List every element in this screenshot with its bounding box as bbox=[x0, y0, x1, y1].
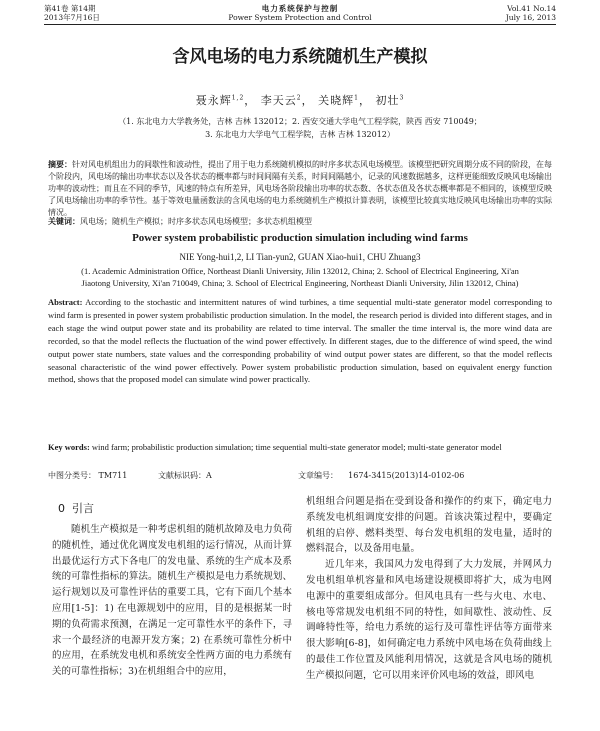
section-number: 0 bbox=[58, 502, 65, 515]
header-volume-en: Vol.41 No.14 bbox=[507, 4, 556, 13]
author-list bbox=[0, 92, 600, 108]
affiliation-line: 3. 东北电力大学电气工程学院，吉林 吉林 132012） bbox=[205, 130, 395, 139]
author-separator: ， bbox=[244, 94, 257, 107]
keywords-cn-text: 风电场；随机生产模拟；时序多状态风电场模型；多状态机组模型 bbox=[80, 217, 312, 226]
author-affiliation-mark: 1,2 bbox=[231, 94, 245, 102]
author-name: 李天云 bbox=[260, 94, 297, 107]
section-title: 引言 bbox=[72, 502, 94, 515]
doc-value: A bbox=[206, 471, 212, 480]
header-journal bbox=[44, 4, 556, 22]
abstract-en bbox=[48, 296, 552, 386]
running-header bbox=[44, 4, 556, 24]
affiliation-en-line: Jiaotong University, Xi'an 710049, China; 3. School of Electrical Engineering, Northeast Dianli University, Jilin 132012, China) bbox=[81, 278, 519, 288]
body-paragraph: 随机生产模拟是一种考虑机组的随机故障及电力负荷的随机性，通过优化调度发电机组的运行情况，从而计算出最优运行方式下各电厂的发电量、系统的生产成本及系统的可靠性指标的算法。随机生产模拟是电力系统规划、运行规划以及可靠性评估的重要工具，它有下面几个基本应用[1-5]：1) 在电源规划中的应用，目的是根据某一时期的负荷需求预测，在满足一定可靠性水平的条件下，寻求一个最经济的电源开发方案；2) 在系统可靠性分析中的应用，在系统发电机和系统安全性两方面的电力系统有关的可靠性指标；3)在机组组合中的应用， bbox=[52, 524, 292, 678]
section-heading bbox=[58, 500, 94, 516]
affiliation-line: （1. 东北电力大学教务处，吉林 吉林 132012；2. 西安交通大学电气工程学院，陕西 西安 710049； bbox=[118, 117, 482, 126]
author-name: 聂永辉 bbox=[195, 94, 232, 107]
keywords-en-label: Key words: bbox=[48, 442, 90, 452]
paper-title-en: Power system probabilistic production simulation including wind farms bbox=[132, 232, 468, 244]
body-paragraph: 机组组合问题是指在受到设备和操作的约束下，确定电力系统发电机组调度安排的问题。首该决策过程中，要确定机组的启停、燃料类型、每台发电机组的发电量，适时的燃料混合，以及备用电量。 bbox=[306, 496, 552, 555]
body-column-left bbox=[52, 522, 292, 680]
abstract-en-label: Abstract: bbox=[48, 297, 83, 307]
abstract-cn-label: 摘要： bbox=[48, 159, 72, 169]
author-separator: ， bbox=[301, 94, 314, 107]
abstract-cn-text: 针对风电机组出力的间歇性和波动性，提出了用于电力系统随机模拟的时序多状态风电场模型。该模型把研究周期分成不同的阶段，在每个阶段内，风电场的输出功率状态以及各状态的概率都与时间间隔有关系，时间间隔越小，记录的风速数据越多，这样更能细致反映风电场输出功率的波动性；而且在不同的季节，风速的特点有所差异，风电场各阶段输出功率的状态数、各状态值及各状态概率都是不相同的，该模型反映了风电场输出功率的季节性。基于等效电量函数法的含风电场的电力系统随机生产模拟计算表明，该模型比较真实地反映风电场输出功率的实际情况。 bbox=[48, 160, 552, 217]
author-list-en: NIE Yong-hui1,2, LI Tian-yun2, GUAN Xiao-hui1, CHU Zhuang3 bbox=[179, 252, 421, 262]
clc-number bbox=[48, 470, 127, 481]
keywords-en bbox=[48, 442, 552, 452]
abstract-en-text: According to the stochastic and intermittent natures of wind turbines, a time sequential multi-state generator model corresponding to wind farm is presented in power system probabilistic production simulation. In the model, the research period is divided into different stages, and in each stage the wind output power state and its probability are related to time interval. The smaller the time interval is, the more wind data are recorded, so that the model reflects the fluctuation of the wind power effectively. In different stages, due to the difference of wind speed, the wind output power state numbers, state values and the corresponding probability of wind output power states are different, so that the model reflects seasonal characteristic of the wind power effectively. Power system probabilistic production simulation, based on equivalent energy function method, shows that the proposed model can simulate wind power practically. bbox=[48, 297, 552, 385]
affiliation-en bbox=[60, 265, 540, 289]
doc-label: 文献标识码： bbox=[158, 471, 206, 480]
header-journal-cn: 电力系统保护与控制 bbox=[261, 4, 339, 13]
author-affiliation-mark: 2 bbox=[296, 94, 302, 102]
body-column-right bbox=[306, 494, 552, 684]
header-rule bbox=[44, 24, 556, 25]
author-affiliation-mark: 3 bbox=[399, 94, 405, 102]
body-paragraph: 近几年来，我国风力发电得到了大力发展，并网风力发电机组单机容量和风电场建设规模即将扩大，成为电网电源中的重要组成部分。但风电具有一些与火电、水电、核电等常规发电机组不同的特性，如间歇性、波动性、反调峰特性等，给电力系统的运行及可靠性评估等方面带来很大影响[6-8]，如何确定电力系统中风电场在负荷曲线上的最佳工作位置及风能利用情况，这就是含风电场的随机生产模拟问题，它可以用来评价风电场的效益，即风电 bbox=[306, 559, 552, 681]
header-date: 2013年7月16日 bbox=[44, 13, 100, 22]
header-journal-en: Power System Protection and Control bbox=[228, 13, 372, 22]
author-separator: ， bbox=[358, 94, 371, 107]
article-id bbox=[298, 470, 464, 481]
article-id-label: 文章编号： bbox=[298, 471, 338, 480]
header-volume: 第41卷 第14期 bbox=[44, 4, 96, 13]
author-name: 关晓辉 bbox=[318, 94, 355, 107]
author-affiliation-mark: 1 bbox=[354, 94, 359, 102]
keywords-cn bbox=[48, 215, 552, 228]
affiliation-en-line: (1. Academic Administration Office, Northeast Dianli University, Jilin 132012, China; 2. School of Electrical Engineering, Xi'an bbox=[81, 266, 519, 276]
keywords-cn-label: 关键词： bbox=[48, 216, 80, 226]
article-id-value: 1674-3415(2013)14-0102-06 bbox=[348, 471, 465, 480]
author-name: 初壮 bbox=[375, 94, 400, 107]
keywords-en-text: wind farm; probabilistic production simulation; time sequential multi-state generator model; multi-state generator model bbox=[91, 442, 502, 452]
header-date-en: July 16, 2013 bbox=[505, 13, 556, 22]
paper-title: 含风电场的电力系统随机生产模拟 bbox=[172, 47, 428, 67]
header-volume-info-en bbox=[506, 4, 556, 22]
clc-value: TM711 bbox=[98, 471, 128, 480]
abstract-cn bbox=[48, 158, 552, 219]
clc-label: 中图分类号： bbox=[48, 471, 96, 480]
document-code bbox=[158, 470, 212, 481]
